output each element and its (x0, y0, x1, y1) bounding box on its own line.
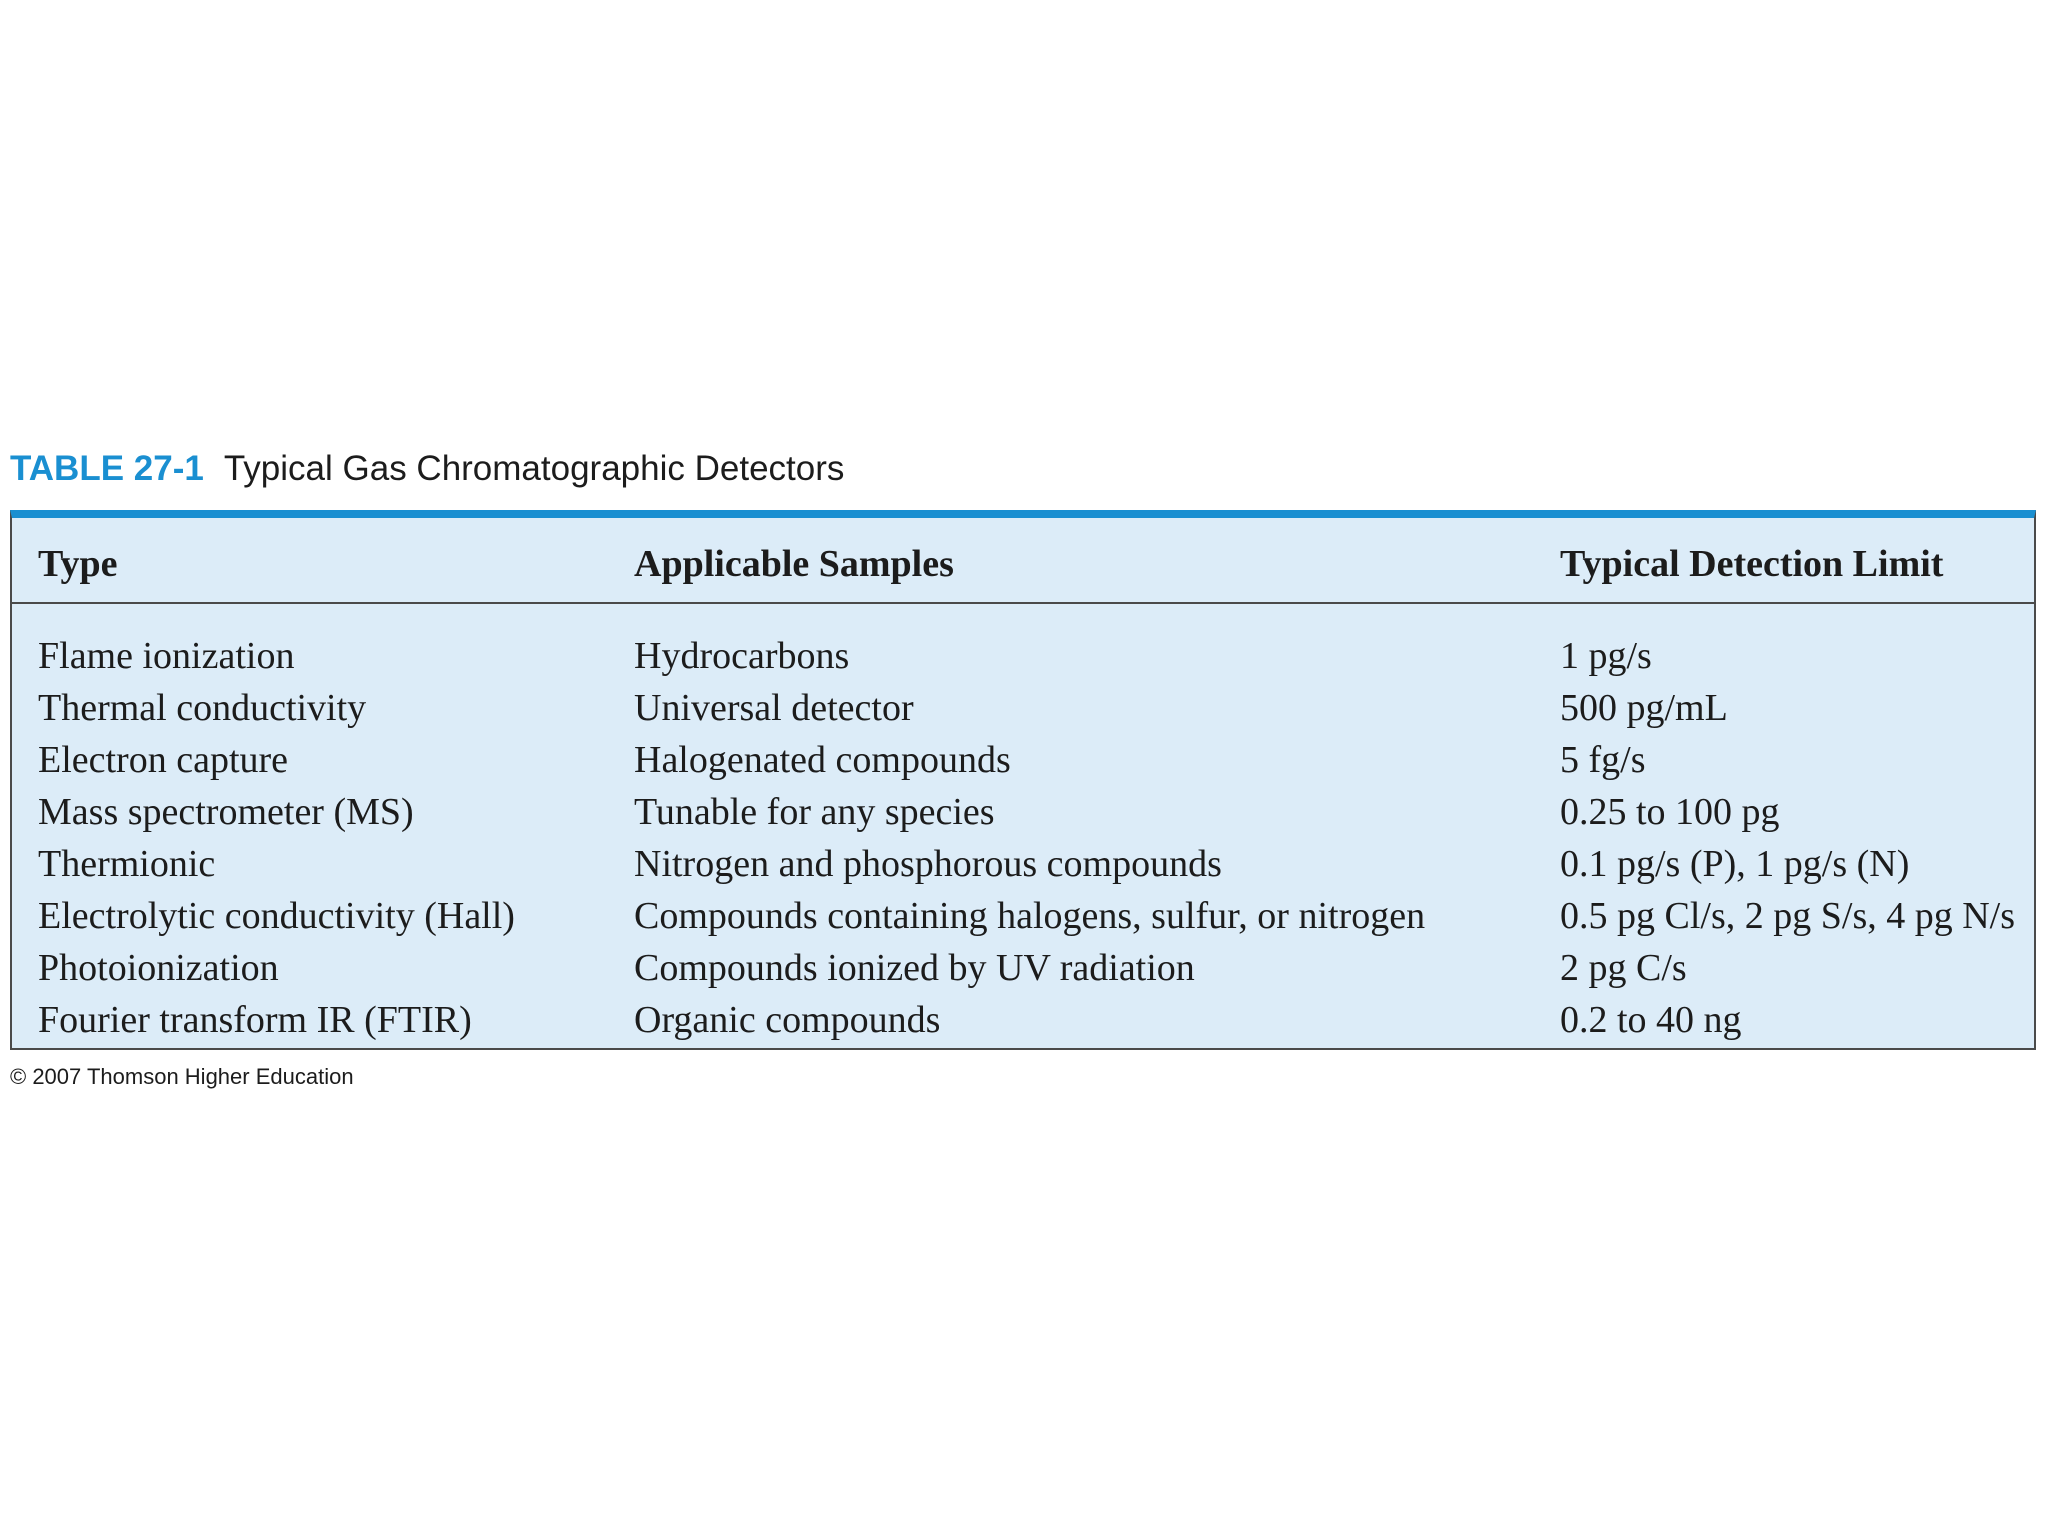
table-row (12, 682, 2034, 734)
cell-samples: Tunable for any species (634, 791, 995, 833)
cell-samples: Compounds ionized by UV radiation (634, 947, 1195, 989)
cell-limit: 0.2 to 40 ng (1560, 999, 1742, 1041)
cell-limit: 0.25 to 100 pg (1560, 791, 1780, 833)
cell-type: Flame ionization (38, 635, 295, 677)
cell-limit: 0.5 pg Cl/s, 2 pg S/s, 4 pg N/s (1560, 895, 2016, 937)
table-row (12, 890, 2034, 942)
cell-samples: Compounds containing halogens, sulfur, or nitrogen (634, 895, 1426, 937)
header-detection-limit: Typical Detection Limit (1560, 543, 1944, 585)
cell-type: Electron capture (38, 739, 289, 781)
header-applicable-samples: Applicable Samples (634, 543, 954, 585)
table-caption (10, 444, 844, 494)
cell-samples: Universal detector (634, 687, 914, 729)
copyright-notice: © 2007 Thomson Higher Education (10, 1064, 354, 1089)
cell-type: Thermionic (38, 843, 216, 885)
table-row (12, 630, 2034, 682)
table-number: TABLE 27-1 (10, 449, 204, 488)
cell-samples: Halogenated compounds (634, 739, 1011, 781)
cell-samples: Organic compounds (634, 999, 941, 1041)
table-row (12, 942, 2034, 994)
cell-type: Photoionization (38, 947, 279, 989)
table-body (12, 630, 2034, 1046)
cell-type: Thermal conductivity (38, 687, 367, 729)
table-row (12, 786, 2034, 838)
cell-samples: Nitrogen and phosphorous compounds (634, 843, 1222, 885)
cell-limit: 0.1 pg/s (P), 1 pg/s (N) (1560, 843, 1910, 885)
header-type: Type (38, 543, 118, 585)
table-title: Typical Gas Chromatographic Detectors (223, 449, 845, 488)
cell-limit: 1 pg/s (1560, 635, 1652, 677)
cell-samples: Hydrocarbons (634, 635, 850, 677)
table-row (12, 994, 2034, 1046)
cell-limit: 2 pg C/s (1560, 947, 1687, 989)
cell-type: Mass spectrometer (MS) (38, 791, 414, 833)
detectors-table (10, 510, 2036, 1050)
table-row (12, 838, 2034, 890)
table-row (12, 734, 2034, 786)
cell-type: Electrolytic conductivity (Hall) (38, 895, 515, 937)
cell-limit: 5 fg/s (1560, 739, 1646, 781)
cell-type: Fourier transform IR (FTIR) (38, 999, 472, 1041)
table-header-row (12, 518, 2034, 604)
cell-limit: 500 pg/mL (1560, 687, 1728, 729)
